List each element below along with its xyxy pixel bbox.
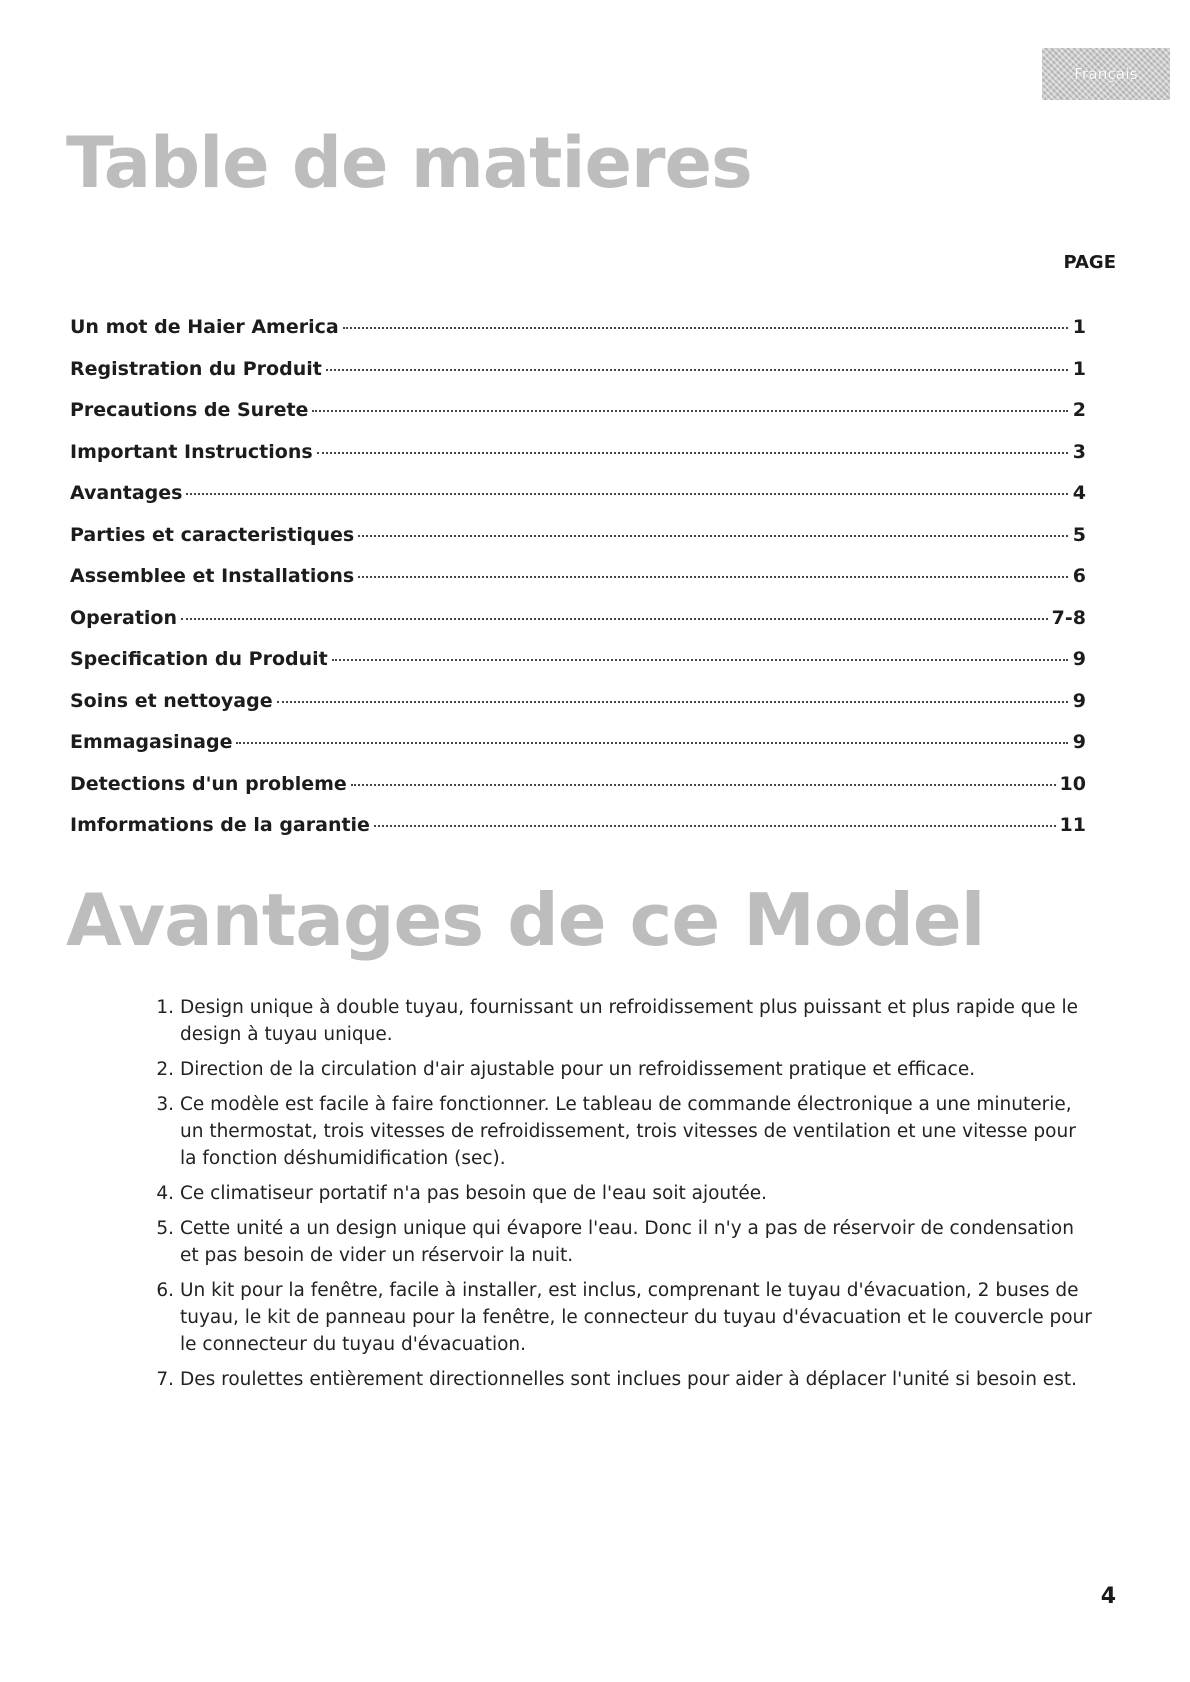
toc-entry-page: 10 [1059,772,1086,795]
toc-entry-page: 5 [1072,523,1086,546]
toc-entry-label: Parties et caracteristiques [70,523,355,546]
advantage-text: Un kit pour la fenêtre, facile à installer, est inclus, comprenant le tuyau d'évacuation, 2 buses de tuyau, le kit de panneau pour la fenêtre, le connecteur du tuyau d'évacuation et le couvercle pour le connecteur du tuyau d'évacuation. [180,1280,1092,1355]
toc-entry-label: Precautions de Surete [70,399,309,421]
toc-entry-label: Un mot de Haier America [70,316,339,338]
toc-entry-page: 1 [1072,316,1086,338]
advantage-text: Ce climatiseur portatif n'a pas besoin que de l'eau soit ajoutée. [180,1183,768,1204]
advantage-item [148,1180,1098,1207]
toc-entry [70,814,1086,856]
toc-page-column-header: PAGE [1063,252,1116,273]
toc-entry-label: Avantages [70,482,183,504]
advantage-item [148,1091,1098,1172]
dot-leader [236,742,1068,744]
toc-entry-label: Imformations de la garantie [70,814,370,836]
toc-entry-page: 1 [1072,357,1086,380]
toc-entry-page: 9 [1072,648,1086,670]
toc-entry-page: 6 [1072,565,1086,587]
toc-entry-page: 3 [1072,440,1086,463]
advantage-item [148,1056,1098,1083]
toc-entry-label: Soins et nettoyage [70,689,273,712]
toc-entry-label: Assemblee et Installations [70,565,355,587]
dot-leader [358,576,1068,578]
dot-leader [277,701,1068,703]
toc-entry-page: 4 [1072,482,1086,504]
toc-entry-label: Registration du Produit [70,357,322,380]
language-tab [1042,48,1170,100]
advantage-number: 7. [156,1369,174,1390]
toc-entry-page: 2 [1072,399,1086,421]
toc-entry [70,773,1086,815]
advantages-title: Avantages de ce Model [66,878,985,962]
toc-entry-page: 9 [1072,689,1086,712]
toc-entry [70,441,1086,483]
advantage-item [148,1366,1098,1393]
toc-entry-label: Emmagasinage [70,731,233,753]
advantage-item [148,1215,1098,1269]
advantage-number: 6. [156,1280,174,1301]
dot-leader [343,327,1068,329]
toc-entry-page: 11 [1059,814,1086,836]
dot-leader [374,825,1056,827]
toc-entry-page: 7-8 [1051,606,1086,629]
toc-entry [70,482,1086,524]
advantage-item [148,1277,1098,1358]
toc-entry-page: 9 [1072,731,1086,753]
dot-leader [358,535,1068,537]
toc-entry [70,607,1086,649]
advantage-text: Ce modèle est facile à faire fonctionner. Le tableau de commande électronique a une minuterie, un thermostat, trois vitesses de refroidissement, trois vitesses de ventilation et une vitesse pour la fonction déshumidification (sec). [180,1094,1076,1169]
advantages-list [148,994,1098,1401]
dot-leader [181,618,1048,620]
toc-entry [70,731,1086,773]
toc-entry [70,565,1086,607]
advantage-text: Direction de la circulation d'air ajustable pour un refroidissement pratique et efficace. [180,1059,976,1080]
advantage-number: 2. [156,1059,174,1080]
advantage-text: Design unique à double tuyau, fournissant un refroidissement plus puissant et plus rapide que le design à tuyau unique. [180,997,1078,1045]
advantage-text: Des roulettes entièrement directionnelles sont inclues pour aider à déplacer l'unité si besoin est. [180,1369,1077,1390]
advantage-number: 4. [156,1183,174,1204]
dot-leader [351,784,1056,786]
advantage-number: 3. [156,1094,174,1115]
toc-entry [70,648,1086,690]
toc-title: Table de matieres [66,122,752,204]
advantage-number: 1. [156,997,174,1018]
dot-leader [186,493,1068,495]
toc-entry [70,358,1086,400]
page-number: 4 [1100,1584,1116,1609]
toc-entry-label: Operation [70,606,178,629]
dot-leader [332,659,1068,661]
toc-entry [70,690,1086,732]
toc-entry-label: Specification du Produit [70,648,328,670]
advantage-number: 5. [156,1218,174,1239]
toc-entry [70,524,1086,566]
advantage-item [148,994,1098,1048]
dot-leader [312,410,1068,412]
table-of-contents [70,316,1086,856]
toc-entry [70,399,1086,441]
dot-leader [317,452,1068,454]
toc-entry-label: Detections d'un probleme [70,772,347,795]
dot-leader [326,369,1068,371]
language-tab-label: Français [1074,65,1138,83]
toc-entry-label: Important Instructions [70,440,313,463]
advantage-text: Cette unité a un design unique qui évapore l'eau. Donc il n'y a pas de réservoir de condensation et pas besoin de vider un réservoir la nuit. [180,1218,1074,1266]
toc-entry [70,316,1086,358]
